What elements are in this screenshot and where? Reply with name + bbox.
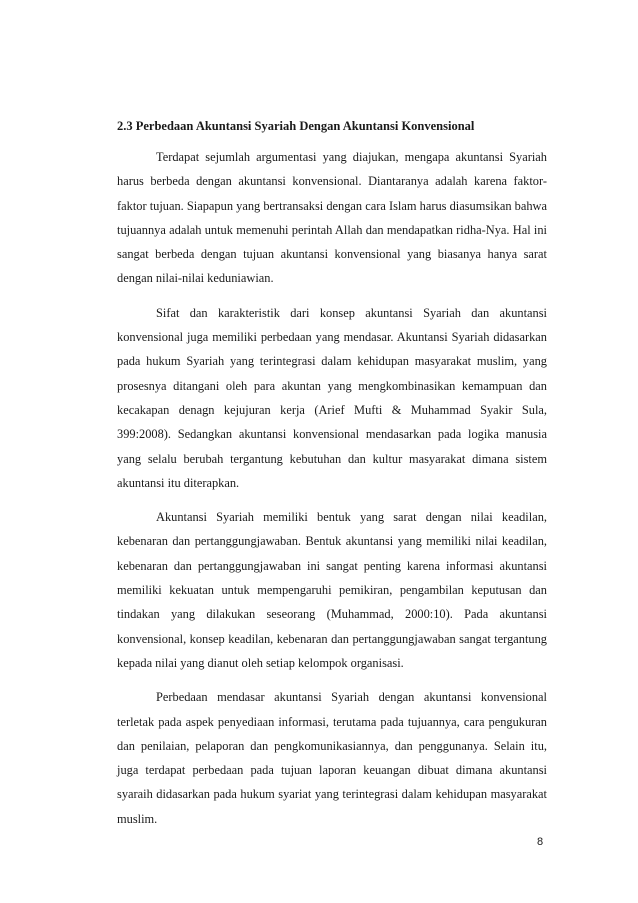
paragraph: Akuntansi Syariah memiliki bentuk yang sarat dengan nilai keadilan, kebenaran dan pertanggungjawaban. Bentuk akuntansi yang memiliki nilai keadilan, kebenaran dan pertanggungjawaban ini sangat penting karena informasi akuntansi memiliki kekuatan untuk mempengaruhi pemikiran, pengambilan keputusan dan tindakan yang dilakukan seseorang (Muhammad, 2000:10). Pada akuntansi konvensional, konsep keadilan, kebenaran dan pertanggungjawaban sangat tergantung kepada nilai yang dianut oleh setiap kelompok organisasi. bbox=[117, 510, 547, 670]
paragraph: Terdapat sejumlah argumentasi yang diajukan, mengapa akuntansi Syariah harus berbeda dengan akuntansi konvensional. Diantaranya adalah karena faktor-faktor tujuan. Siapapun yang bertransaksi dengan cara Islam harus diasumsikan bahwa tujuannya adalah untuk memenuhi perintah Allah dan mendapatkan ridha-Nya. Hal ini sangat berbeda dengan tujuan akuntansi konvensional yang biasanya hanya sarat dengan nilai-nilai keduniawian. bbox=[117, 150, 547, 286]
page-number: 8 bbox=[537, 836, 544, 848]
paragraph: Perbedaan mendasar akuntansi Syariah dengan akuntansi konvensional terletak pada aspek penyediaan informasi, terutama pada tujuannya, cara pengukuran dan penilaian, pelaporan dan pengkomunikasiannya, dan penggunanya. Selain itu, juga terdapat perbedaan pada tujuan laporan keuangan dibuat dimana akuntansi syaraih didasarkan pada hukum syariat yang terintegrasi dalam kehidupan masyarakat muslim. bbox=[117, 690, 547, 826]
section-heading: 2.3 Perbedaan Akuntansi Syariah Dengan Akuntansi Konvensional bbox=[117, 119, 475, 133]
document-page bbox=[117, 118, 547, 841]
paragraph: Sifat dan karakteristik dari konsep akuntansi Syariah dan akuntansi konvensional juga memiliki perbedaan yang mendasar. Akuntansi Syariah didasarkan pada hukum Syariah yang terintegrasi dalam kehidupan masyarakat muslim, yang prosesnya ditangani oleh para akuntan yang mengkombinasikan kemampuan dan kecakapan denagn kejujuran kerja (Arief Mufti & Muhammad Syakir Sula, 399:2008). Sedangkan akuntansi konvensional mendasarkan pada logika manusia yang selalu berubah tergantung kebutuhan dan kultur masyarakat dimana sistem akuntansi itu diterapkan. bbox=[117, 305, 547, 490]
